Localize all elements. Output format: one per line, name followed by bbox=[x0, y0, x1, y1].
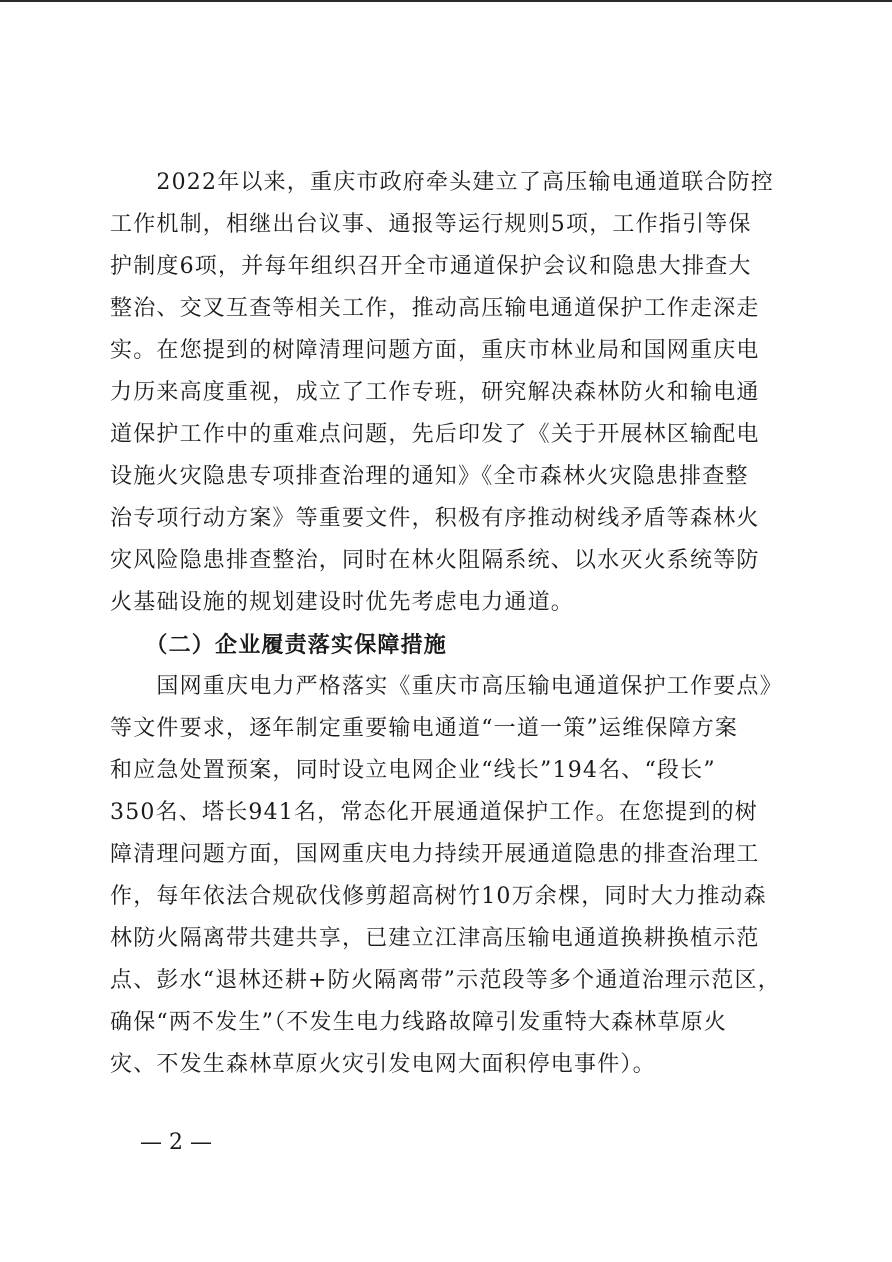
text-line: 林防火隔离带共建共享，已建立江津高压输电通道换耕换植示范 bbox=[110, 926, 760, 951]
text-line: 灾风险隐患排查整治，同时在林火阻隔系统、以水灭火系统等防 bbox=[110, 548, 760, 573]
text-line: 作，每年依法合规砍伐修剪超高树竹10万余棵，同时大力推动森 bbox=[110, 884, 767, 909]
text-line: 确保“两不发生”（不发生电力线路故障引发重特大森林草原火 bbox=[110, 1010, 728, 1035]
text-line: 设施火灾隐患专项排查治理的通知》《全市森林火灾隐患排查整 bbox=[110, 464, 749, 489]
text-line: 治专项行动方案》等重要文件，积极有序推动树线矛盾等森林火 bbox=[110, 506, 760, 531]
text-line: 国网重庆电力严格落实《重庆市高压输电通道保护工作要点》 bbox=[110, 674, 783, 699]
top-border-line bbox=[0, 0, 892, 2]
text-line: 护制度6项，并每年组织召开全市通道保护会议和隐患大排查大 bbox=[110, 254, 752, 279]
text-line: 点、彭水“退林还耕+防火隔离带”示范段等多个通道治理示范区， bbox=[110, 968, 781, 993]
text-line: 和应急处置预案，同时设立电网企业“线长”194名、“段长” bbox=[110, 758, 716, 783]
text-line: 整治、交叉互查等相关工作，推动高压输电通道保护工作走深走 bbox=[110, 296, 760, 321]
text-line: 道保护工作中的重难点问题，先后印发了《关于开展林区输配电 bbox=[110, 422, 760, 447]
text-line: 火基础设施的规划建设时优先考虑电力通道。 bbox=[110, 590, 575, 615]
section-heading: （二）企业履责落实保障措施 bbox=[110, 632, 448, 658]
text-line: 障清理问题方面，国网重庆电力持续开展通道隐患的排查治理工 bbox=[110, 842, 760, 867]
text-line: 灾、不发生森林草原火灾引发电网大面积停电事件）。 bbox=[110, 1052, 656, 1077]
text-line: 350名、塔长941名，常态化开展通道保护工作。在您提到的树 bbox=[110, 800, 758, 825]
text-line: 力历来高度重视，成立了工作专班，研究解决森林防火和输电通 bbox=[110, 380, 760, 405]
page-number: — 2 — bbox=[140, 1130, 212, 1155]
text-line: 工作机制，相继出台议事、通报等运行规则5项，工作指引等保 bbox=[110, 212, 752, 237]
text-line: 2022年以来，重庆市政府牵头建立了高压输电通道联合防控 bbox=[110, 170, 774, 195]
text-line: 等文件要求，逐年制定重要输电通道“一道一策”运维保障方案 bbox=[110, 716, 739, 741]
text-line: 实。在您提到的树障清理问题方面，重庆市林业局和国网重庆电 bbox=[110, 338, 760, 363]
